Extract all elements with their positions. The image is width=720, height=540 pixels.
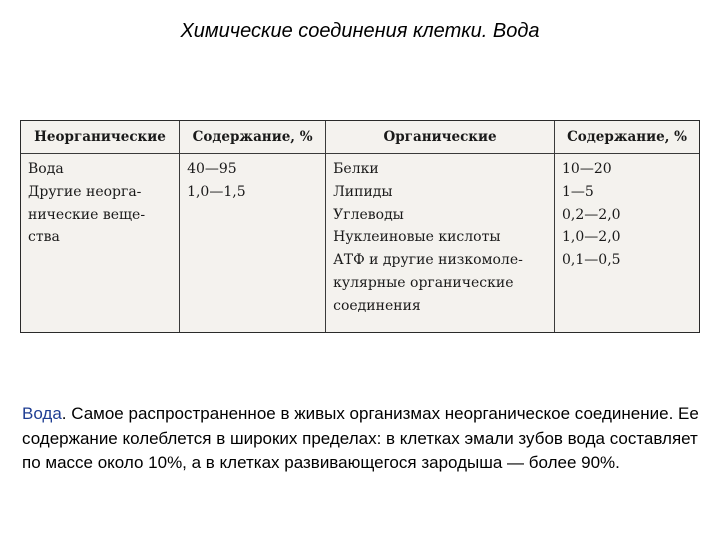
organic-line: кулярные органические: [333, 274, 514, 291]
organic-content-line: 0,2—2,0: [562, 206, 621, 223]
organic-line: Углеводы: [333, 206, 404, 223]
header-inorganic-content: Содержание, %: [180, 121, 326, 154]
organic-line: АТФ и другие низкомолe-: [333, 252, 523, 269]
organic-line: Нуклеиновые кислоты: [333, 229, 501, 246]
inorganic-cell: [21, 154, 180, 333]
inorganic-content-cell: [180, 154, 326, 333]
water-description: [22, 402, 712, 476]
inorganic-line: ства: [28, 229, 60, 246]
inorganic-line: нические веще-: [28, 206, 146, 223]
content-table: [21, 121, 699, 332]
header-inorganic: Неорганические: [21, 121, 180, 154]
inorganic-line: Другие неорга-: [28, 183, 142, 200]
organic-content-line: 0,1—0,5: [562, 252, 621, 269]
description-text: . Самое распространенное в живых организмах неорганическое соединение. Ее содержание колеблется в широких пределах: в клетках эмали зубов вода составляет по массе около 10%, а в клетках развивающегося зародыша — более 90%.: [22, 404, 699, 472]
inorganic-line: Вода: [28, 161, 64, 177]
organic-line: Липиды: [333, 183, 393, 200]
table-row: [21, 154, 699, 333]
organic-line: соединения: [333, 297, 421, 314]
organic-content-line: 1,0—2,0: [562, 229, 621, 246]
organic-cell: [326, 154, 555, 333]
organic-content-line: 1—5: [562, 183, 594, 200]
organic-content-cell: [555, 154, 699, 333]
organic-line: Белки: [333, 161, 379, 177]
header-organic-content: Содержание, %: [555, 121, 699, 154]
slide-title: Химические соединения клетки. Вода: [180, 20, 540, 42]
header-organic: Органические: [326, 121, 555, 154]
composition-table: [20, 120, 700, 333]
table-header-row: [21, 121, 699, 154]
inorganic-content-line: 40—95: [187, 161, 237, 177]
organic-content-line: 10—20: [562, 161, 612, 177]
inorganic-content-line: 1,0—1,5: [187, 183, 246, 200]
description-term: Вода: [22, 404, 62, 423]
